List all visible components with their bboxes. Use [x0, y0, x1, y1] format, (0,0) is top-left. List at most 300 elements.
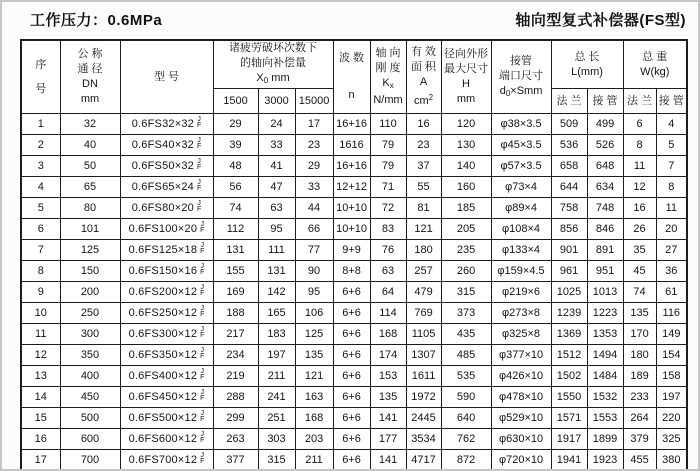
table-row [21, 387, 687, 408]
product-type-title: 轴向型复式补偿器(FS型) [515, 12, 686, 29]
model-number: 0.6FS150×16 [128, 264, 198, 277]
cell-d: φ529×10 [491, 408, 551, 429]
cell-lp: 1899 [587, 429, 623, 450]
cell-a: 1972 [406, 387, 441, 408]
cell-wf: 74 [623, 282, 656, 303]
cell-x3000: 41 [258, 156, 295, 177]
cell-wf: 6 [623, 114, 656, 135]
table-row [21, 282, 687, 303]
cell-n: 6+6 [333, 345, 370, 366]
cell-x1500: 112 [213, 219, 258, 240]
cell-kx: 83 [370, 219, 406, 240]
model-number: 0.6FS100×20 [128, 222, 198, 235]
cell-a: 16 [406, 114, 441, 135]
title-bar [30, 9, 686, 30]
cell-lf: 856 [551, 219, 587, 240]
table-row [21, 177, 687, 198]
subcol-header-weight-flange: 法 兰 [623, 89, 656, 114]
model-variant-mark: J F [196, 136, 202, 150]
table-row [21, 135, 687, 156]
cell-lp: 634 [587, 177, 623, 198]
cell-model [120, 261, 213, 282]
cell-n: 16+16 [333, 156, 370, 177]
cell-lf: 509 [551, 114, 587, 135]
cell-x3000: 33 [258, 135, 295, 156]
header-symbol: $X_0$ mm [256, 72, 290, 85]
cell-wf: 233 [623, 387, 656, 408]
cell-wp: 4 [656, 114, 687, 135]
cell-h: 590 [441, 387, 491, 408]
cell-dn: 101 [60, 219, 120, 240]
cell-dn: 250 [60, 303, 120, 324]
table-row [21, 450, 687, 471]
cell-model [120, 303, 213, 324]
model-number: 0.6FS50×32 [131, 159, 194, 172]
cell-lp: 1553 [587, 408, 623, 429]
cell-x15000: 203 [295, 429, 333, 450]
header-unit: W(kg) [640, 65, 670, 78]
model-number: 0.6FS500×12 [128, 411, 198, 424]
cell-dn: 400 [60, 366, 120, 387]
header-text: 总 长 [574, 50, 600, 63]
cell-wf: 35 [623, 240, 656, 261]
col-header-total-length [551, 40, 623, 89]
header-text: 面 积 [411, 61, 437, 73]
col-header-effective-area [406, 40, 441, 114]
cell-lp: 891 [587, 240, 623, 261]
table-row [21, 240, 687, 261]
cell-wf: 264 [623, 408, 656, 429]
cell-x1500: 48 [213, 156, 258, 177]
cell-x3000: 95 [258, 219, 295, 240]
model-variant-mark: J F [200, 262, 205, 276]
header-unit: $cm^2$ [413, 93, 434, 107]
header-text: 轴 向 [375, 47, 401, 59]
cell-x15000: 121 [295, 366, 333, 387]
cell-kx: 64 [370, 282, 406, 303]
cell-seq: 3 [21, 156, 60, 177]
cell-x1500: 155 [213, 261, 258, 282]
subcol-header-1500: 1500 [213, 89, 258, 114]
header-symbol: n [348, 89, 355, 101]
subcol-header-length-pipe: 接 管 [587, 89, 623, 114]
cell-a: 2445 [406, 408, 441, 429]
model-variant-mark: J F [200, 430, 205, 444]
cell-lf: 536 [551, 135, 587, 156]
cell-lp: 1223 [587, 303, 623, 324]
model-number: 0.6FS250×12 [128, 306, 198, 319]
cell-x1500: 188 [213, 303, 258, 324]
cell-seq: 8 [21, 261, 60, 282]
cell-x15000: 211 [295, 450, 333, 471]
cell-x1500: 29 [213, 114, 258, 135]
header-text: 通 径 [77, 63, 103, 75]
model-number: 0.6FS80×20 [131, 201, 194, 214]
cell-lf: 1502 [551, 366, 587, 387]
cell-seq: 13 [21, 366, 60, 387]
cell-x1500: 288 [213, 387, 258, 408]
cell-model [120, 219, 213, 240]
cell-dn: 150 [60, 261, 120, 282]
model-variant-mark: J F [200, 325, 205, 339]
cell-model [120, 240, 213, 261]
cell-a: 55 [406, 177, 441, 198]
cell-x15000: 125 [295, 324, 333, 345]
cell-model [120, 156, 213, 177]
cell-wp: 116 [656, 303, 687, 324]
cell-seq: 12 [21, 345, 60, 366]
cell-x3000: 63 [258, 198, 295, 219]
cell-h: 435 [441, 324, 491, 345]
cell-seq: 14 [21, 387, 60, 408]
cell-dn: 300 [60, 324, 120, 345]
header-text: 型 号 [153, 70, 180, 83]
cell-lf: 1512 [551, 345, 587, 366]
cell-kx: 72 [370, 198, 406, 219]
cell-x3000: 183 [258, 324, 295, 345]
cell-x3000: 47 [258, 177, 295, 198]
cell-seq: 10 [21, 303, 60, 324]
cell-kx: 153 [370, 366, 406, 387]
cell-x1500: 219 [213, 366, 258, 387]
cell-n: 16+16 [333, 114, 370, 135]
cell-x15000: 95 [295, 282, 333, 303]
cell-x15000: 44 [295, 198, 333, 219]
cell-d: φ377×10 [491, 345, 551, 366]
cell-dn: 80 [60, 198, 120, 219]
cell-x1500: 39 [213, 135, 258, 156]
model-number: 0.6FS32×32 [131, 117, 194, 130]
cell-d: φ133×4 [491, 240, 551, 261]
cell-x3000: 131 [258, 261, 295, 282]
cell-x15000: 66 [295, 219, 333, 240]
cell-lf: 1550 [551, 387, 587, 408]
cell-h: 260 [441, 261, 491, 282]
header-text: 序 [35, 58, 47, 71]
cell-x1500: 74 [213, 198, 258, 219]
cell-x15000: 33 [295, 177, 333, 198]
cell-kx: 63 [370, 261, 406, 282]
cell-n: 1616 [333, 135, 370, 156]
subcol-header-15000: 15000 [295, 89, 333, 114]
spec-table [20, 39, 688, 471]
cell-a: 3534 [406, 429, 441, 450]
cell-n: 6+6 [333, 366, 370, 387]
cell-h: 872 [441, 450, 491, 471]
cell-kx: 114 [370, 303, 406, 324]
model-number: 0.6FS125×18 [128, 243, 198, 256]
cell-lf: 1369 [551, 324, 587, 345]
cell-lp: 1923 [587, 450, 623, 471]
cell-n: 10+10 [333, 198, 370, 219]
cell-model [120, 177, 213, 198]
cell-x15000: 77 [295, 240, 333, 261]
cell-wf: 180 [623, 345, 656, 366]
cell-d: φ325×8 [491, 324, 551, 345]
model-variant-mark: J F [200, 241, 205, 255]
cell-kx: 135 [370, 387, 406, 408]
model-variant-mark: J F [196, 157, 202, 171]
cell-model [120, 429, 213, 450]
cell-wp: 27 [656, 240, 687, 261]
cell-n: 6+6 [333, 387, 370, 408]
cell-dn: 700 [60, 450, 120, 471]
header-symbol: A [419, 76, 428, 88]
table-row [21, 366, 687, 387]
cell-model [120, 387, 213, 408]
model-number: 0.6FS300×12 [128, 327, 198, 340]
cell-d: φ630×10 [491, 429, 551, 450]
cell-wf: 170 [623, 324, 656, 345]
model-number: 0.6FS400×12 [128, 369, 198, 382]
model-variant-mark: J F [200, 388, 205, 402]
cell-lf: 1239 [551, 303, 587, 324]
table-row [21, 261, 687, 282]
cell-seq: 17 [21, 450, 60, 471]
table-row [21, 408, 687, 429]
cell-wf: 379 [623, 429, 656, 450]
cell-n: 6+6 [333, 408, 370, 429]
col-header-dn [60, 40, 120, 114]
cell-wp: 149 [656, 324, 687, 345]
cell-wp: 5 [656, 135, 687, 156]
cell-a: 121 [406, 219, 441, 240]
cell-x1500: 377 [213, 450, 258, 471]
model-variant-mark: J F [200, 283, 205, 297]
cell-x15000: 17 [295, 114, 333, 135]
cell-wf: 189 [623, 366, 656, 387]
header-text: 波 数 [339, 52, 365, 64]
cell-kx: 174 [370, 345, 406, 366]
header-text: 径向外形 [444, 48, 489, 60]
cell-seq: 9 [21, 282, 60, 303]
cell-a: 1307 [406, 345, 441, 366]
cell-n: 6+6 [333, 324, 370, 345]
model-number: 0.6FS200×12 [128, 285, 198, 298]
cell-h: 640 [441, 408, 491, 429]
cell-x15000: 163 [295, 387, 333, 408]
cell-n: 6+6 [333, 450, 370, 471]
cell-d: φ426×10 [491, 366, 551, 387]
cell-kx: 76 [370, 240, 406, 261]
header-text: 有 效 [411, 46, 437, 58]
header-unit: mm [456, 93, 476, 105]
model-number: 0.6FS40×32 [131, 138, 194, 151]
model-number: 0.6FS450×12 [128, 390, 198, 403]
col-header-port-size [491, 40, 551, 114]
model-variant-mark: J F [196, 115, 202, 129]
cell-wp: 154 [656, 345, 687, 366]
cell-kx: 141 [370, 408, 406, 429]
cell-model [120, 408, 213, 429]
cell-dn: 350 [60, 345, 120, 366]
cell-seq: 6 [21, 219, 60, 240]
cell-model [120, 450, 213, 471]
cell-wf: 455 [623, 450, 656, 471]
cell-wp: 20 [656, 219, 687, 240]
cell-x3000: 24 [258, 114, 295, 135]
cell-x15000: 106 [295, 303, 333, 324]
cell-x3000: 211 [258, 366, 295, 387]
cell-x15000: 168 [295, 408, 333, 429]
cell-dn: 40 [60, 135, 120, 156]
header-text: 的轴向补偿量 [240, 57, 307, 69]
subcol-header-length-flange: 法 兰 [551, 89, 587, 114]
cell-a: 23 [406, 135, 441, 156]
cell-lp: 1532 [587, 387, 623, 408]
cell-dn: 450 [60, 387, 120, 408]
cell-kx: 177 [370, 429, 406, 450]
cell-lf: 901 [551, 240, 587, 261]
cell-wp: 36 [656, 261, 687, 282]
cell-model [120, 366, 213, 387]
cell-kx: 79 [370, 156, 406, 177]
cell-seq: 16 [21, 429, 60, 450]
cell-d: φ478×10 [491, 387, 551, 408]
header-unit: N/mm [373, 94, 403, 106]
cell-dn: 32 [60, 114, 120, 135]
cell-wf: 11 [623, 156, 656, 177]
header-text: 号 [35, 82, 47, 95]
model-number: 0.6FS350×12 [128, 348, 198, 361]
cell-wp: 61 [656, 282, 687, 303]
cell-h: 130 [441, 135, 491, 156]
header-text: 刚 度 [375, 62, 401, 74]
cell-n: 9+9 [333, 240, 370, 261]
cell-wp: 158 [656, 366, 687, 387]
cell-a: 1611 [406, 366, 441, 387]
cell-wp: 220 [656, 408, 687, 429]
cell-lp: 648 [587, 156, 623, 177]
working-pressure-title: 工作压力：0.6MPa [30, 12, 163, 29]
cell-h: 205 [441, 219, 491, 240]
cell-wp: 380 [656, 450, 687, 471]
cell-dn: 65 [60, 177, 120, 198]
cell-d: φ73×4 [491, 177, 551, 198]
cell-lf: 1941 [551, 450, 587, 471]
cell-a: 257 [406, 261, 441, 282]
cell-lf: 1571 [551, 408, 587, 429]
cell-lp: 951 [587, 261, 623, 282]
cell-h: 160 [441, 177, 491, 198]
model-number: 0.6FS65×24 [131, 180, 194, 193]
header-text: DN [82, 78, 98, 90]
cell-wp: 8 [656, 177, 687, 198]
col-header-axial-compensation [213, 40, 333, 89]
cell-kx: 168 [370, 324, 406, 345]
cell-a: 479 [406, 282, 441, 303]
header-text: 总 重 [642, 50, 668, 63]
cell-d: φ159×4.5 [491, 261, 551, 282]
cell-x3000: 197 [258, 345, 295, 366]
model-variant-mark: J F [200, 346, 205, 360]
model-variant-mark: J F [200, 367, 205, 381]
cell-lp: 499 [587, 114, 623, 135]
col-header-model [120, 40, 213, 114]
cell-wf: 8 [623, 135, 656, 156]
cell-model [120, 345, 213, 366]
cell-h: 140 [441, 156, 491, 177]
cell-x3000: 111 [258, 240, 295, 261]
cell-lp: 1494 [587, 345, 623, 366]
cell-a: 769 [406, 303, 441, 324]
cell-lf: 658 [551, 156, 587, 177]
cell-h: 485 [441, 345, 491, 366]
cell-lp: 1013 [587, 282, 623, 303]
cell-h: 120 [441, 114, 491, 135]
cell-d: φ720×10 [491, 450, 551, 471]
cell-kx: 79 [370, 135, 406, 156]
cell-model [120, 324, 213, 345]
model-variant-mark: J F [196, 178, 202, 192]
table-row [21, 198, 687, 219]
cell-seq: 2 [21, 135, 60, 156]
cell-n: 6+6 [333, 429, 370, 450]
cell-wp: 7 [656, 156, 687, 177]
cell-d: φ45×3.5 [491, 135, 551, 156]
cell-n: 10+10 [333, 219, 370, 240]
cell-lf: 644 [551, 177, 587, 198]
header-symbol: H [462, 78, 470, 90]
cell-a: 1105 [406, 324, 441, 345]
table-row [21, 324, 687, 345]
subcol-header-weight-pipe: 接 管 [656, 89, 687, 114]
header-text: 诸疲劳破坏次数下 [229, 42, 318, 54]
cell-lp: 1484 [587, 366, 623, 387]
cell-h: 762 [441, 429, 491, 450]
cell-wf: 26 [623, 219, 656, 240]
cell-d: φ38×3.5 [491, 114, 551, 135]
cell-x3000: 251 [258, 408, 295, 429]
cell-x3000: 303 [258, 429, 295, 450]
cell-wf: 45 [623, 261, 656, 282]
cell-x15000: 29 [295, 156, 333, 177]
cell-lp: 1353 [587, 324, 623, 345]
cell-seq: 15 [21, 408, 60, 429]
cell-model [120, 198, 213, 219]
cell-seq: 7 [21, 240, 60, 261]
cell-x1500: 56 [213, 177, 258, 198]
cell-x1500: 299 [213, 408, 258, 429]
model-variant-mark: J F [200, 220, 205, 234]
header-text: 接管 [510, 54, 533, 67]
model-variant-mark: J F [200, 304, 205, 318]
cell-h: 373 [441, 303, 491, 324]
col-header-axial-stiffness [370, 40, 406, 114]
cell-wp: 197 [656, 387, 687, 408]
cell-d: φ273×8 [491, 303, 551, 324]
cell-d: φ219×6 [491, 282, 551, 303]
cell-n: 8+8 [333, 261, 370, 282]
header-unit: L(mm) [571, 65, 603, 78]
cell-dn: 600 [60, 429, 120, 450]
cell-lf: 1025 [551, 282, 587, 303]
col-header-radial-max-size [441, 40, 491, 114]
cell-model [120, 135, 213, 156]
cell-model [120, 114, 213, 135]
cell-x3000: 165 [258, 303, 295, 324]
cell-x15000: 23 [295, 135, 333, 156]
cell-dn: 125 [60, 240, 120, 261]
cell-x15000: 135 [295, 345, 333, 366]
model-variant-mark: J F [196, 199, 202, 213]
cell-wf: 135 [623, 303, 656, 324]
cell-lf: 1917 [551, 429, 587, 450]
cell-x1500: 169 [213, 282, 258, 303]
cell-a: 81 [406, 198, 441, 219]
table-row [21, 429, 687, 450]
cell-model [120, 282, 213, 303]
